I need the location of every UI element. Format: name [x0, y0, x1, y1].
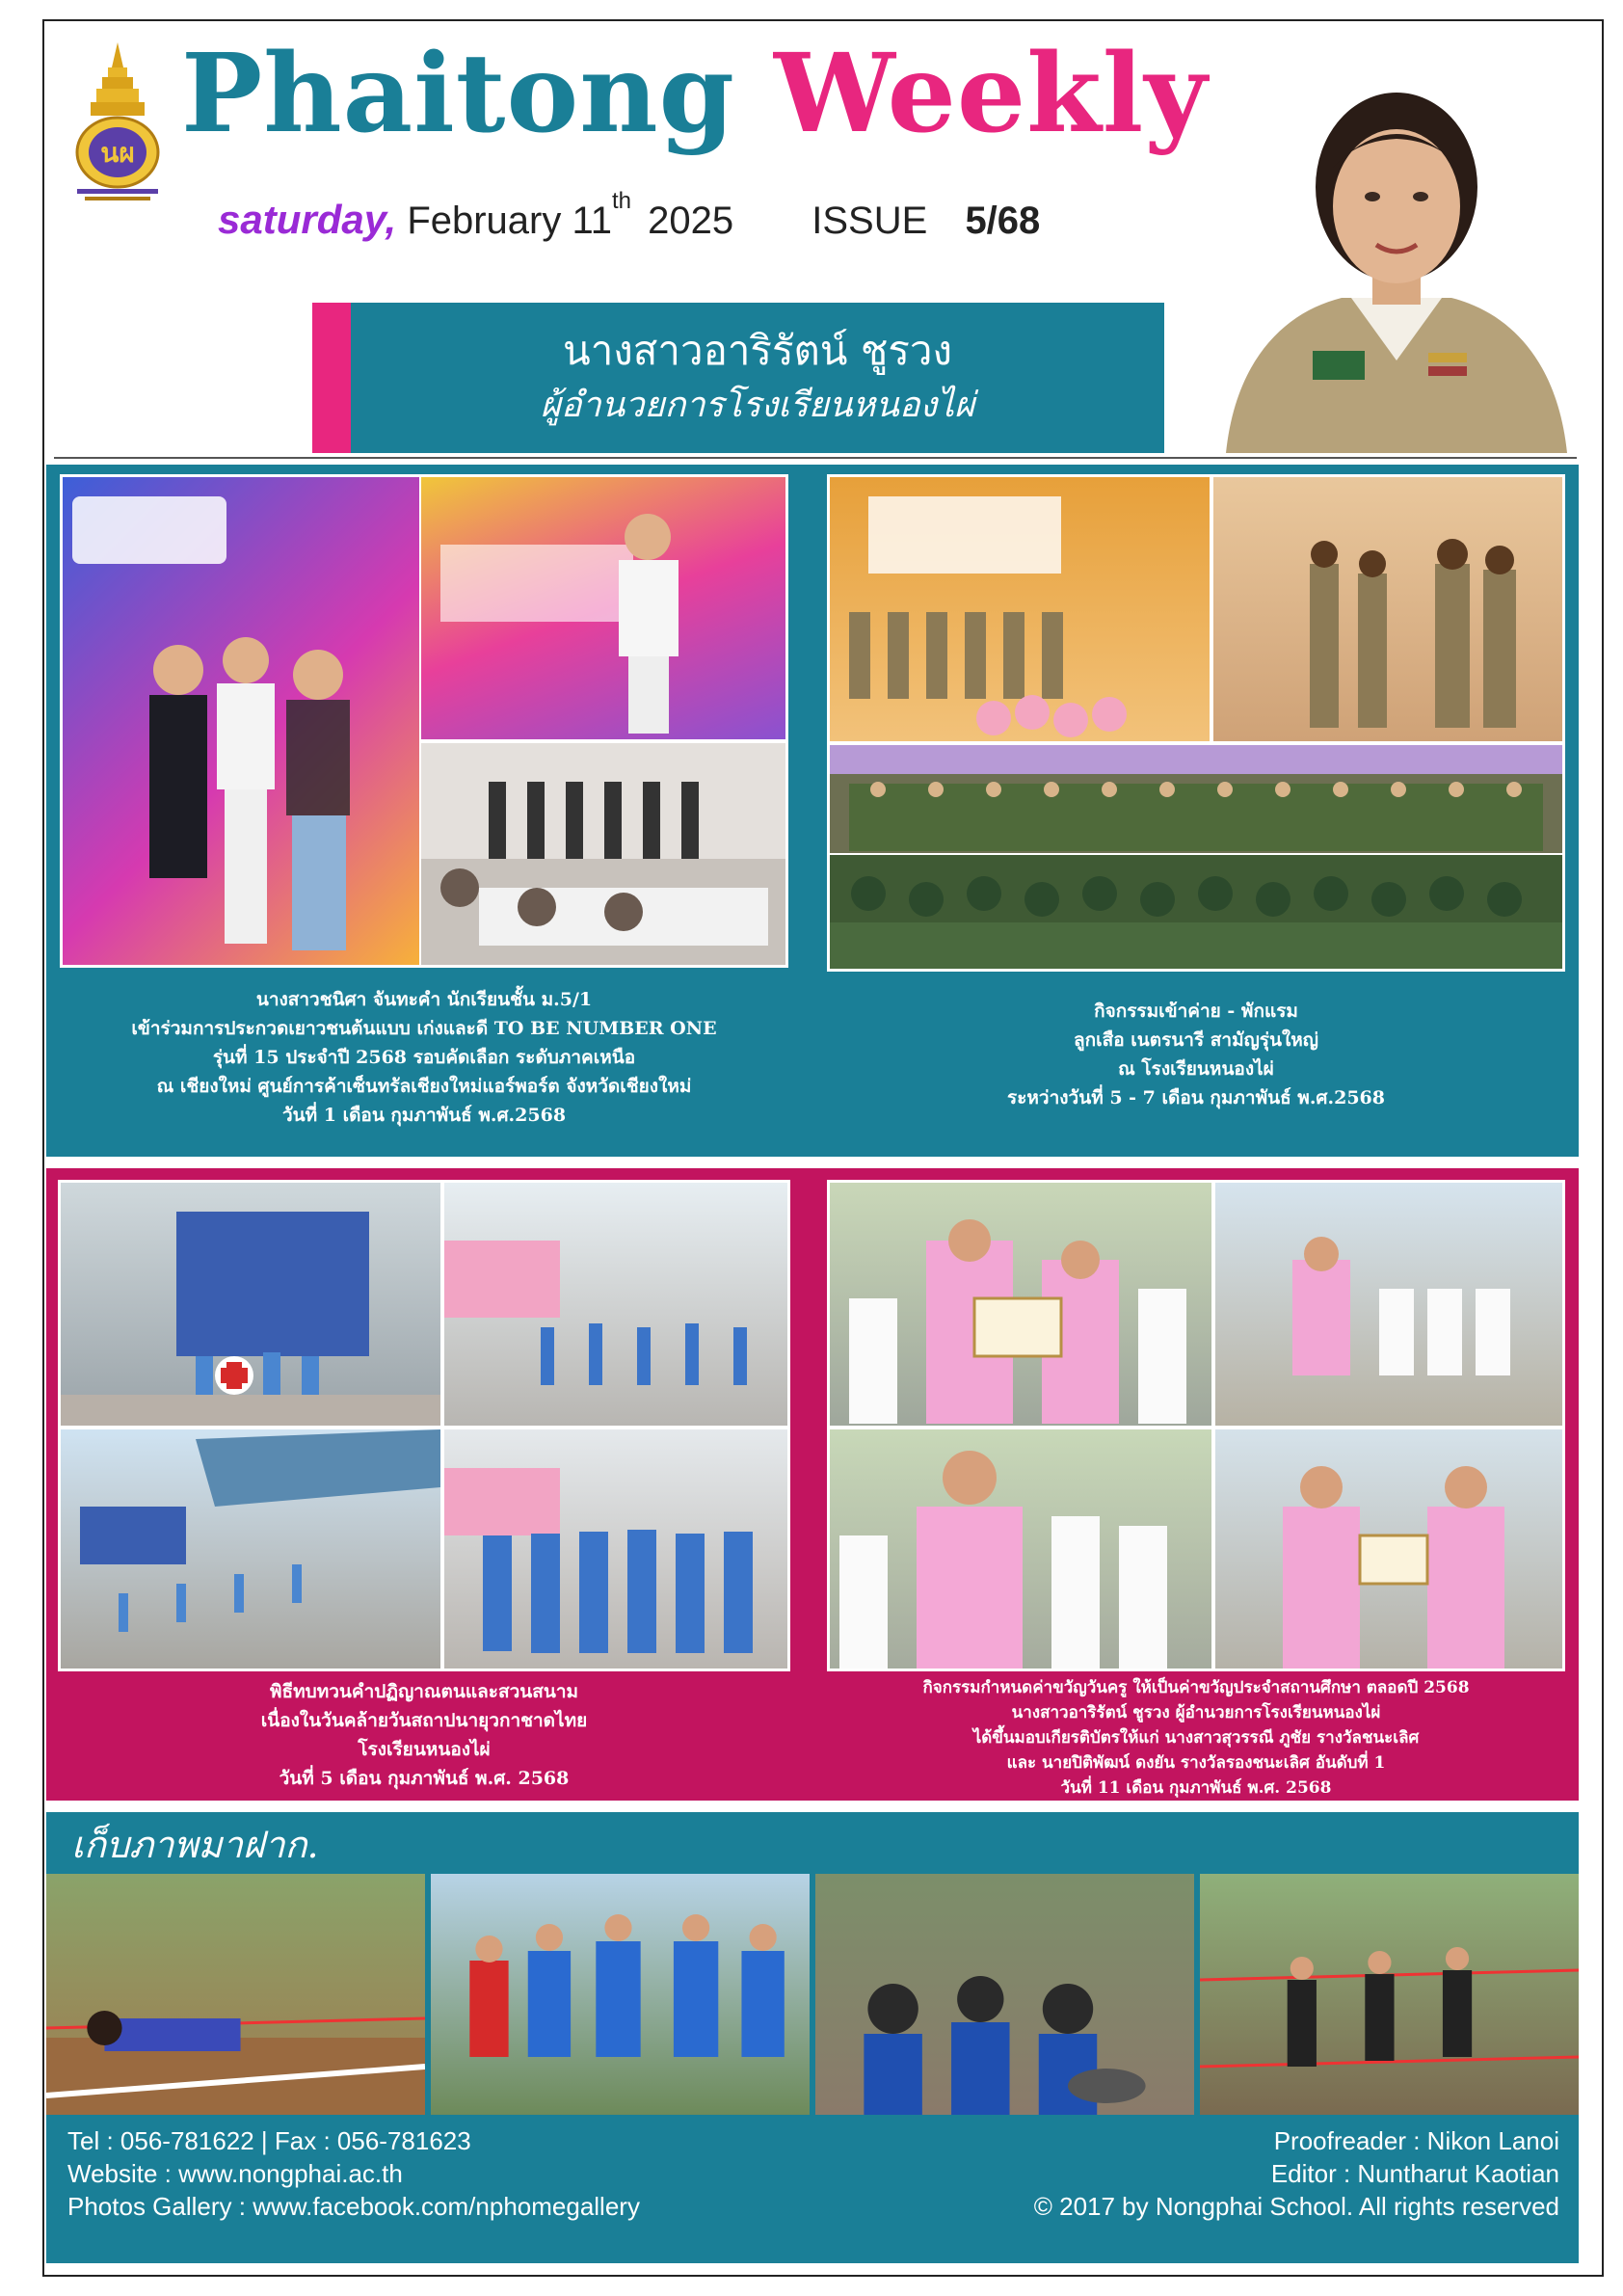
gallery-photo-rope-pull — [431, 1874, 810, 2115]
director-portrait — [1207, 71, 1586, 453]
caption-line: รุ่นที่ 15 ประจำปี 2568 รอบคัดเลือก ระดับภาคเหนือ — [212, 1047, 636, 1068]
red-cross-stage-photo — [61, 1183, 440, 1426]
dateline-day: saturday, — [218, 197, 397, 242]
scout-camp-photo-collage — [827, 474, 1565, 972]
caption-line: เนื่องในวันคล้ายวันสถาปนายุวกาชาดไทย — [260, 1710, 588, 1731]
section2-right-caption — [827, 1675, 1565, 1801]
dateline-date: February 11 — [407, 200, 613, 242]
idol-contestants-photo — [63, 477, 419, 965]
header-divider — [54, 457, 1577, 459]
section2-left-caption — [58, 1677, 790, 1793]
award-microphone-photo — [830, 1429, 1211, 1669]
footer-contact — [67, 2124, 640, 2223]
caption-line: กิจกรรมกำหนดค่าขวัญวันครู ให้เป็นค่าขวัญประจำสถานศึกษา ตลอดปี 2568 — [922, 1678, 1470, 1697]
footer-proofreader: Proofreader : Nikon Lanoi — [1273, 2126, 1559, 2155]
issue-label: ISSUE — [812, 200, 928, 242]
caption-line: นางสาวอาริรัตน์ ชูรวง ผู้อำนวยการโรงเรียนหนองไผ่ — [1011, 1703, 1381, 1722]
section1-left-caption — [60, 985, 788, 1130]
caption-line: ณ เชียงใหม่ ศูนย์การค้าเซ็นทรัลเชียงใหม่แอร์พอร์ต จังหวัดเชียงใหม่ — [156, 1076, 692, 1097]
caption-line: โรงเรียนหนองไผ่ — [358, 1739, 491, 1760]
award-certificate-photo — [830, 1183, 1211, 1426]
footer-gallery-link[interactable]: Photos Gallery : www.facebook.com/nphomegallery — [67, 2192, 640, 2221]
footer-phone: Tel : 056-781622 | Fax : 056-781623 — [67, 2126, 471, 2155]
section1-right-caption — [827, 997, 1565, 1112]
scout-crowd-photo — [830, 855, 1562, 969]
masthead-title-part2: Weekly — [773, 31, 1209, 157]
footer-website-link[interactable]: Website : www.nongphai.ac.th — [67, 2159, 403, 2188]
award-handover-photo — [1215, 1429, 1562, 1669]
caption-line: ลูกเสือ เนตรนารี สามัญรุ่นใหญ่ — [1074, 1029, 1318, 1051]
gallery-photo-strip — [46, 1874, 1579, 2115]
director-position: ผู้อำนวยการโรงเรียนหนองไผ่ — [540, 386, 975, 425]
idol-judging-photo — [421, 743, 785, 965]
teachers-day-award-photo-collage — [827, 1180, 1565, 1671]
footer-editor: Editor : Nuntharut Kaotian — [1270, 2159, 1559, 2188]
award-speech-photo — [1215, 1183, 1562, 1426]
gallery-photo-crawl — [46, 1874, 425, 2115]
caption-line: นางสาวชนิศา จันทะคำ นักเรียนชั้น ม.5/1 — [255, 989, 593, 1010]
masthead-title-part1: Phaitong — [181, 31, 735, 157]
footer-copyright: © 2017 by Nongphai School. All rights reserved — [1033, 2192, 1559, 2221]
footer-credits — [1034, 2124, 1559, 2223]
dateline-year: 2025 — [648, 200, 734, 242]
gallery-title: เก็บภาพมาฝาก. — [71, 1824, 319, 1866]
caption-line: พิธีทบทวนคำปฏิญาณตนและสวนสนาม — [269, 1681, 579, 1702]
caption-line: ได้ขึ้นมอบเกียรติบัตรให้แก่ นางสาวสุวรรณี ภูชัย รางวัลชนะเลิศ — [972, 1728, 1420, 1748]
dateline-ordinal: th — [612, 188, 632, 214]
idol-stage-photo — [421, 477, 785, 739]
caption-line: วันที่ 11 เดือน กุมภาพันธ์ พ.ศ. 2568 — [1060, 1778, 1332, 1798]
caption-line: ณ โรงเรียนหนองไผ่ — [1118, 1058, 1274, 1080]
issue-number: 5/68 — [965, 200, 1041, 242]
gallery-photo-rope-walk — [1200, 1874, 1579, 2115]
masthead-title — [181, 27, 1208, 162]
caption-line: ระหว่างวันที่ 5 - 7 เดือน กุมภาพันธ์ พ.ศ.2568 — [1006, 1087, 1385, 1108]
caption-line: วันที่ 1 เดือน กุมภาพันธ์ พ.ศ.2568 — [281, 1105, 567, 1126]
director-name-box — [312, 303, 1164, 453]
red-cross-line-photo — [444, 1429, 787, 1669]
svg-text:นผ: นผ — [100, 137, 135, 169]
caption-line: และ นายปิติพัฒน์ ดงยัน รางวัลรองชนะเลิศ อันดับที่ 1 — [1006, 1753, 1386, 1773]
scout-salute-photo — [1213, 477, 1562, 741]
scout-group-photo — [830, 745, 1562, 853]
red-cross-march-photo — [444, 1183, 787, 1426]
idol-contest-photo-collage — [60, 474, 788, 968]
scout-ceremony-photo — [830, 477, 1210, 741]
red-cross-field-photo — [61, 1429, 440, 1669]
caption-line: เข้าร่วมการประกวดเยาวชนต้นแบบ เก่งและดี TO BE NUMBER ONE — [131, 1018, 717, 1039]
dateline — [218, 188, 1041, 247]
director-name: นางสาวอาริรัตน์ ชูรวง — [562, 327, 953, 374]
caption-line: กิจกรรมเข้าค่าย - พักแรม — [1094, 1001, 1298, 1022]
gallery-photo-cooking — [815, 1874, 1194, 2115]
caption-line: วันที่ 5 เดือน กุมภาพันธ์ พ.ศ. 2568 — [279, 1768, 570, 1789]
red-cross-parade-photo-collage — [58, 1180, 790, 1671]
news-section-1 — [46, 465, 1579, 1157]
school-logo — [64, 39, 172, 202]
news-section-2 — [46, 1168, 1579, 1801]
